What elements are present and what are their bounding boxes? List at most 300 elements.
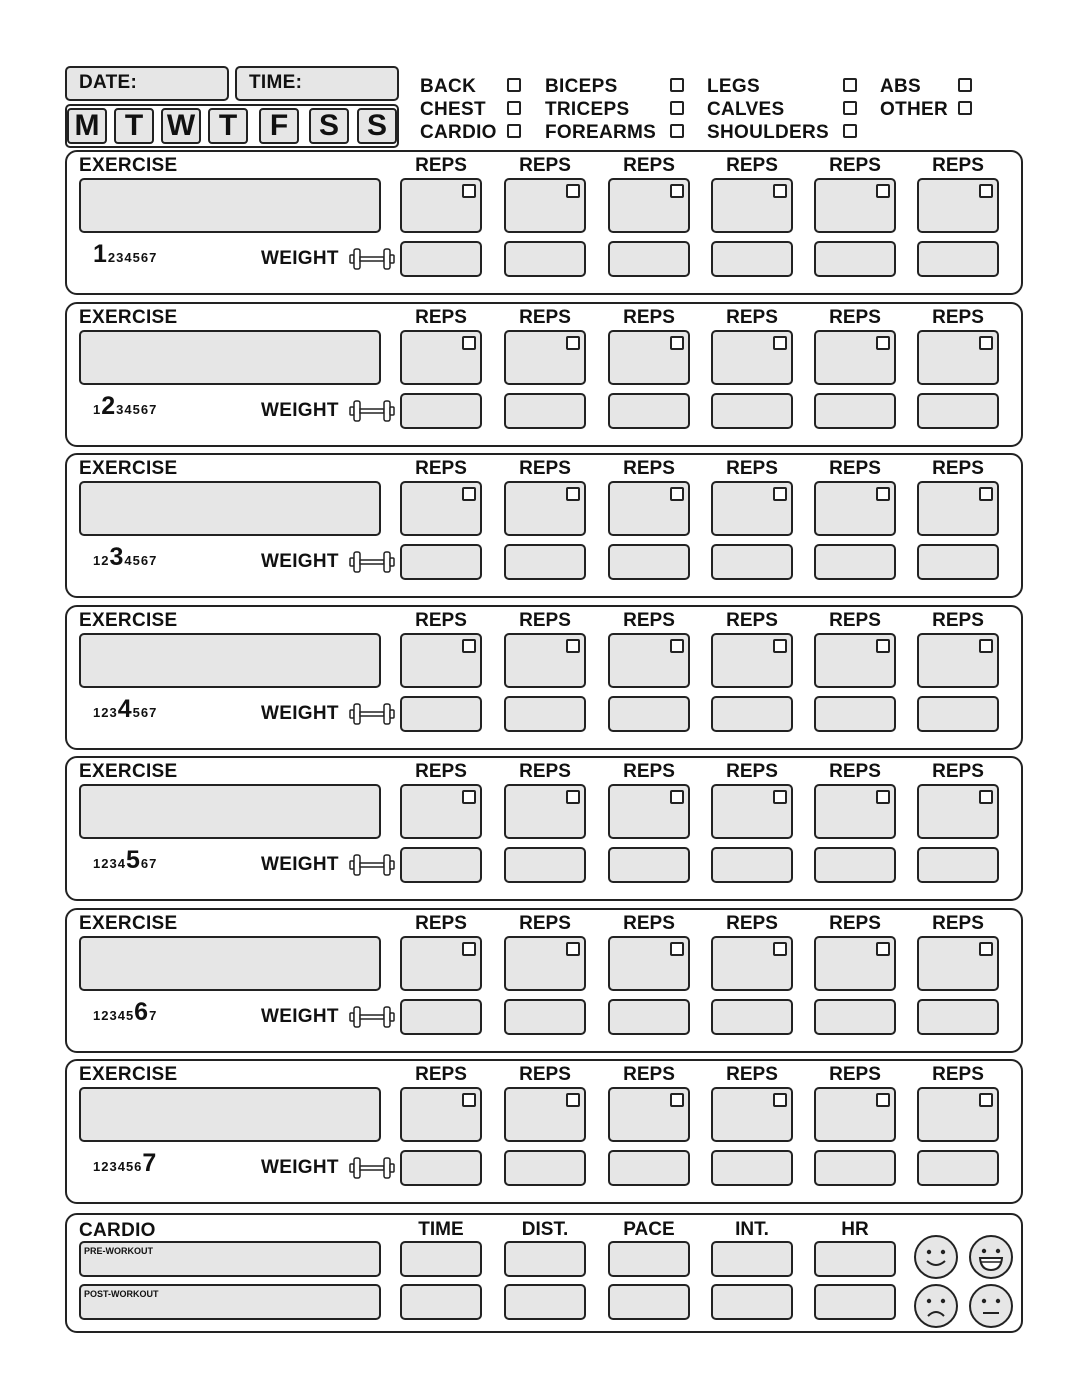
exercise-number: 6 [140,402,150,417]
exercise-label: EXERCISE [79,913,178,934]
muscle-biceps-label: BICEPS [545,76,618,97]
cardio-col-pace: PACE [623,1219,675,1240]
reps-input-set-1[interactable] [400,330,482,385]
exercise-number-indicator [93,392,157,421]
set-complete-checkbox[interactable] [566,790,580,804]
reps-header: REPS [726,1064,778,1085]
exercise-label: EXERCISE [79,458,178,479]
set-complete-checkbox[interactable] [566,487,580,501]
weight-input-set-3[interactable] [608,847,690,883]
exercise-number: 6 [140,250,150,265]
exercise-section-6 [65,908,1023,1053]
exercise-number-indicator [93,998,157,1027]
reps-input-set-6[interactable] [917,1087,999,1142]
post-workout-field[interactable] [79,1284,381,1320]
weight-label: WEIGHT [261,854,339,875]
reps-header: REPS [415,458,467,479]
dumbbell-icon [348,701,396,727]
set-complete-checkbox[interactable] [462,487,476,501]
set-complete-checkbox[interactable] [979,487,993,501]
reps-header: REPS [829,913,881,934]
weight-input-set-1[interactable] [400,1150,482,1186]
pre-dist-input[interactable] [504,1241,586,1277]
muscle-calves-label: CALVES [707,99,785,120]
set-complete-checkbox[interactable] [876,184,890,198]
muscle-shoulders-checkbox[interactable] [843,124,857,138]
reps-input-set-4[interactable] [711,1087,793,1142]
muscle-triceps-checkbox[interactable] [670,101,684,115]
weight-input-set-3[interactable] [608,241,690,277]
set-complete-checkbox[interactable] [670,336,684,350]
exercise-number: 5 [125,1008,135,1023]
cardio-title: CARDIO [79,1220,156,1241]
exercise-number: 3 [109,1159,118,1174]
set-complete-checkbox[interactable] [773,790,787,804]
set-complete-checkbox[interactable] [876,942,890,956]
reps-header: REPS [415,1064,467,1085]
day-wednesday[interactable]: W [161,108,201,144]
reps-input-set-1[interactable] [400,633,482,688]
exercise-number: 2 [101,553,110,568]
weight-input-set-6[interactable] [917,696,999,732]
grin-face-icon[interactable] [968,1234,1014,1280]
post-pace-input[interactable] [608,1284,690,1320]
weight-input-set-5[interactable] [814,393,896,429]
set-complete-checkbox[interactable] [876,487,890,501]
weight-input-set-4[interactable] [711,393,793,429]
exercise-name-input[interactable] [79,1087,381,1142]
exercise-number: 6 [140,856,150,871]
exercise-section-3 [65,453,1023,598]
exercise-section-1 [65,150,1023,295]
set-complete-checkbox[interactable] [876,336,890,350]
exercise-section-2 [65,302,1023,447]
exercise-number: 7 [149,250,158,265]
reps-header: REPS [519,913,571,934]
reps-input-set-4[interactable] [711,784,793,839]
exercise-number: 3 [109,1008,118,1023]
reps-input-set-3[interactable] [608,936,690,991]
pre-hr-input[interactable] [814,1241,896,1277]
current-exercise-number: 3 [109,543,125,571]
muscle-chest-label: CHEST [420,99,486,120]
muscle-abs-label: ABS [880,76,922,97]
exercise-number: 5 [132,553,141,568]
exercise-name-input[interactable] [79,784,381,839]
reps-header: REPS [932,913,984,934]
weight-input-set-2[interactable] [504,696,586,732]
muscle-forearms-checkbox[interactable] [670,124,684,138]
cardio-col-hr: HR [841,1219,869,1240]
weight-label: WEIGHT [261,400,339,421]
reps-input-set-5[interactable] [814,330,896,385]
weight-input-set-4[interactable] [711,241,793,277]
reps-header: REPS [932,155,984,176]
post-dist-input[interactable] [504,1284,586,1320]
muscle-other-checkbox[interactable] [958,101,972,115]
time-field[interactable] [235,66,399,101]
weight-input-set-5[interactable] [814,1150,896,1186]
exercise-number: 3 [109,705,118,720]
current-exercise-number: 7 [142,1149,158,1177]
set-complete-checkbox[interactable] [462,790,476,804]
pre-pace-input[interactable] [608,1241,690,1277]
exercise-number: 5 [132,705,141,720]
weight-input-set-5[interactable] [814,847,896,883]
weight-input-set-3[interactable] [608,393,690,429]
weight-input-set-5[interactable] [814,999,896,1035]
reps-header: REPS [932,1064,984,1085]
set-complete-checkbox[interactable] [462,942,476,956]
sad-face-icon[interactable] [913,1283,959,1329]
muscle-forearms-label: FOREARMS [545,122,657,143]
cardio-col-dist: DIST. [521,1219,569,1240]
set-complete-checkbox[interactable] [670,1093,684,1107]
set-complete-checkbox[interactable] [670,790,684,804]
weight-input-set-6[interactable] [917,393,999,429]
weight-input-set-4[interactable] [711,999,793,1035]
reps-input-set-6[interactable] [917,784,999,839]
reps-input-set-3[interactable] [608,330,690,385]
reps-input-set-2[interactable] [504,936,586,991]
reps-input-set-5[interactable] [814,1087,896,1142]
weight-input-set-6[interactable] [917,847,999,883]
exercise-label: EXERCISE [79,1064,178,1085]
current-exercise-number: 4 [117,695,133,723]
set-complete-checkbox[interactable] [670,184,684,198]
set-complete-checkbox[interactable] [670,487,684,501]
exercise-number-indicator [93,1149,157,1178]
weight-input-set-6[interactable] [917,241,999,277]
reps-header: REPS [519,458,571,479]
set-complete-checkbox[interactable] [773,1093,787,1107]
exercise-label: EXERCISE [79,761,178,782]
exercise-name-input[interactable] [79,481,381,536]
set-complete-checkbox[interactable] [462,184,476,198]
reps-header: REPS [415,761,467,782]
smile-face-icon[interactable] [913,1234,959,1280]
weight-input-set-2[interactable] [504,544,586,580]
muscle-back-checkbox[interactable] [507,78,521,92]
exercise-section-7 [65,1059,1023,1204]
reps-input-set-5[interactable] [814,178,896,233]
exercise-number: 1 [93,1159,102,1174]
reps-header: REPS [623,155,675,176]
reps-input-set-6[interactable] [917,178,999,233]
post-hr-input[interactable] [814,1284,896,1320]
reps-header: REPS [519,307,571,328]
set-complete-checkbox[interactable] [566,639,580,653]
pre-int-input[interactable] [711,1241,793,1277]
reps-header: REPS [726,761,778,782]
set-complete-checkbox[interactable] [876,1093,890,1107]
reps-input-set-6[interactable] [917,633,999,688]
set-complete-checkbox[interactable] [979,336,993,350]
weight-input-set-1[interactable] [400,847,482,883]
day-thursday[interactable]: T [208,108,248,144]
exercise-number: 5 [132,402,141,417]
muscle-cardio-label: CARDIO [420,122,497,143]
cardio-col-time: TIME [418,1219,464,1240]
reps-header: REPS [829,155,881,176]
weight-input-set-5[interactable] [814,696,896,732]
set-complete-checkbox[interactable] [566,184,580,198]
exercise-number-indicator [93,240,157,269]
weight-input-set-2[interactable] [504,999,586,1035]
exercise-number-indicator [93,543,157,572]
post-workout-label: POST-WORKOUT [84,1289,159,1299]
weight-input-set-2[interactable] [504,241,586,277]
weight-input-set-4[interactable] [711,847,793,883]
weight-input-set-5[interactable] [814,241,896,277]
reps-header: REPS [623,610,675,631]
weight-label: WEIGHT [261,703,339,724]
reps-header: REPS [519,761,571,782]
reps-header: REPS [519,155,571,176]
reps-input-set-4[interactable] [711,330,793,385]
exercise-number: 7 [149,705,158,720]
exercise-label: EXERCISE [79,610,178,631]
exercise-number: 7 [149,553,158,568]
exercise-number: 2 [101,856,110,871]
reps-header: REPS [415,913,467,934]
set-complete-checkbox[interactable] [566,336,580,350]
exercise-number: 3 [116,402,125,417]
reps-input-set-6[interactable] [917,936,999,991]
reps-header: REPS [623,1064,675,1085]
exercise-label: EXERCISE [79,155,178,176]
reps-header: REPS [415,307,467,328]
reps-input-set-4[interactable] [711,178,793,233]
reps-input-set-1[interactable] [400,1087,482,1142]
weight-input-set-6[interactable] [917,544,999,580]
exercise-number: 4 [117,856,126,871]
exercise-number-indicator [93,846,157,875]
set-complete-checkbox[interactable] [773,942,787,956]
muscle-legs-checkbox[interactable] [843,78,857,92]
exercise-number: 5 [125,1159,135,1174]
weight-input-set-4[interactable] [711,544,793,580]
exercise-number: 4 [124,250,133,265]
exercise-number: 2 [101,1008,110,1023]
reps-input-set-1[interactable] [400,481,482,536]
weight-input-set-4[interactable] [711,1150,793,1186]
weight-label: WEIGHT [261,1157,339,1178]
day-friday[interactable]: F [259,108,299,144]
exercise-number: 4 [124,402,133,417]
weight-input-set-1[interactable] [400,393,482,429]
muscle-calves-checkbox[interactable] [843,101,857,115]
exercise-number-indicator [93,695,157,724]
reps-header: REPS [829,1064,881,1085]
exercise-number: 2 [107,250,117,265]
weight-input-set-5[interactable] [814,544,896,580]
exercise-number: 1 [93,1008,102,1023]
weight-input-set-6[interactable] [917,1150,999,1186]
set-complete-checkbox[interactable] [462,1093,476,1107]
set-complete-checkbox[interactable] [979,639,993,653]
weight-label: WEIGHT [261,1006,339,1027]
cardio-section [65,1213,1023,1333]
reps-header: REPS [726,155,778,176]
reps-input-set-1[interactable] [400,178,482,233]
current-exercise-number: 6 [134,998,150,1026]
reps-input-set-4[interactable] [711,633,793,688]
reps-header: REPS [726,913,778,934]
exercise-number: 6 [140,553,150,568]
weight-input-set-3[interactable] [608,696,690,732]
neutral-face-icon[interactable] [968,1283,1014,1329]
day-sunday[interactable]: S [357,108,397,144]
exercise-number: 3 [116,250,125,265]
pre-time-input[interactable] [400,1241,482,1277]
dumbbell-icon [348,398,396,424]
set-complete-checkbox[interactable] [462,639,476,653]
muscle-cardio-checkbox[interactable] [507,124,521,138]
reps-input-set-2[interactable] [504,633,586,688]
weight-input-set-2[interactable] [504,393,586,429]
muscle-back-label: BACK [420,76,477,97]
muscle-biceps-checkbox[interactable] [670,78,684,92]
reps-header: REPS [415,610,467,631]
set-complete-checkbox[interactable] [462,336,476,350]
exercise-number: 3 [109,856,118,871]
reps-input-set-5[interactable] [814,936,896,991]
date-field[interactable] [65,66,229,101]
set-complete-checkbox[interactable] [876,639,890,653]
set-complete-checkbox[interactable] [670,942,684,956]
dumbbell-icon [348,246,396,272]
exercise-number: 1 [93,856,102,871]
dumbbell-icon [348,852,396,878]
reps-header: REPS [623,761,675,782]
exercise-number: 2 [101,705,110,720]
exercise-number: 4 [117,1159,126,1174]
reps-input-set-1[interactable] [400,936,482,991]
day-tuesday[interactable]: T [114,108,154,144]
reps-input-set-6[interactable] [917,330,999,385]
exercise-section-5 [65,756,1023,901]
day-saturday[interactable]: S [309,108,349,144]
reps-input-set-3[interactable] [608,1087,690,1142]
weight-input-set-3[interactable] [608,1150,690,1186]
exercise-number: 4 [117,1008,126,1023]
exercise-name-input[interactable] [79,330,381,385]
weight-input-set-3[interactable] [608,999,690,1035]
reps-input-set-2[interactable] [504,784,586,839]
weight-input-set-1[interactable] [400,999,482,1035]
set-complete-checkbox[interactable] [979,790,993,804]
reps-header: REPS [829,458,881,479]
reps-header: REPS [829,610,881,631]
cardio-col-int: INT. [735,1219,769,1240]
weight-input-set-6[interactable] [917,999,999,1035]
reps-input-set-3[interactable] [608,784,690,839]
exercise-name-input[interactable] [79,633,381,688]
set-complete-checkbox[interactable] [566,942,580,956]
set-complete-checkbox[interactable] [773,336,787,350]
current-exercise-number: 1 [93,240,108,268]
set-complete-checkbox[interactable] [773,184,787,198]
exercise-number: 7 [149,402,158,417]
weight-input-set-2[interactable] [504,847,586,883]
reps-header: REPS [829,761,881,782]
dumbbell-icon [348,1155,396,1181]
set-complete-checkbox[interactable] [773,639,787,653]
reps-input-set-2[interactable] [504,1087,586,1142]
set-complete-checkbox[interactable] [979,184,993,198]
post-time-input[interactable] [400,1284,482,1320]
weight-input-set-4[interactable] [711,696,793,732]
exercise-number: 1 [93,705,102,720]
weight-input-set-1[interactable] [400,241,482,277]
muscle-triceps-label: TRICEPS [545,99,630,120]
reps-input-set-3[interactable] [608,481,690,536]
weight-label: WEIGHT [261,551,339,572]
reps-header: REPS [519,1064,571,1085]
reps-input-set-5[interactable] [814,633,896,688]
set-complete-checkbox[interactable] [670,639,684,653]
post-int-input[interactable] [711,1284,793,1320]
reps-input-set-2[interactable] [504,178,586,233]
reps-header: REPS [415,155,467,176]
pre-workout-label: PRE-WORKOUT [84,1246,153,1256]
weight-input-set-2[interactable] [504,1150,586,1186]
exercise-number: 6 [140,705,150,720]
reps-input-set-6[interactable] [917,481,999,536]
set-complete-checkbox[interactable] [979,1093,993,1107]
exercise-name-input[interactable] [79,178,381,233]
reps-input-set-1[interactable] [400,784,482,839]
reps-input-set-2[interactable] [504,330,586,385]
set-complete-checkbox[interactable] [773,487,787,501]
weight-input-set-1[interactable] [400,696,482,732]
set-complete-checkbox[interactable] [979,942,993,956]
reps-input-set-4[interactable] [711,481,793,536]
muscle-other-label: OTHER [880,99,948,120]
exercise-number: 5 [132,250,141,265]
day-monday[interactable]: M [67,108,107,144]
pre-workout-field[interactable] [79,1241,381,1277]
muscle-chest-checkbox[interactable] [507,101,521,115]
exercise-number: 7 [149,856,158,871]
exercise-number: 1 [93,402,102,417]
set-complete-checkbox[interactable] [566,1093,580,1107]
reps-header: REPS [519,610,571,631]
reps-input-set-5[interactable] [814,481,896,536]
exercise-number: 2 [101,1159,110,1174]
reps-input-set-3[interactable] [608,633,690,688]
weight-input-set-1[interactable] [400,544,482,580]
exercise-number: 4 [124,553,133,568]
reps-header: REPS [623,307,675,328]
exercise-number: 7 [149,1008,158,1023]
reps-input-set-3[interactable] [608,178,690,233]
time-label: TIME: [249,72,303,93]
current-exercise-number: 5 [125,846,141,874]
muscle-abs-checkbox[interactable] [958,78,972,92]
exercise-name-input[interactable] [79,936,381,991]
date-label: DATE: [79,72,138,93]
reps-input-set-4[interactable] [711,936,793,991]
reps-header: REPS [932,610,984,631]
weight-input-set-3[interactable] [608,544,690,580]
reps-input-set-5[interactable] [814,784,896,839]
reps-header: REPS [623,458,675,479]
set-complete-checkbox[interactable] [876,790,890,804]
current-exercise-number: 2 [101,392,117,420]
reps-input-set-2[interactable] [504,481,586,536]
